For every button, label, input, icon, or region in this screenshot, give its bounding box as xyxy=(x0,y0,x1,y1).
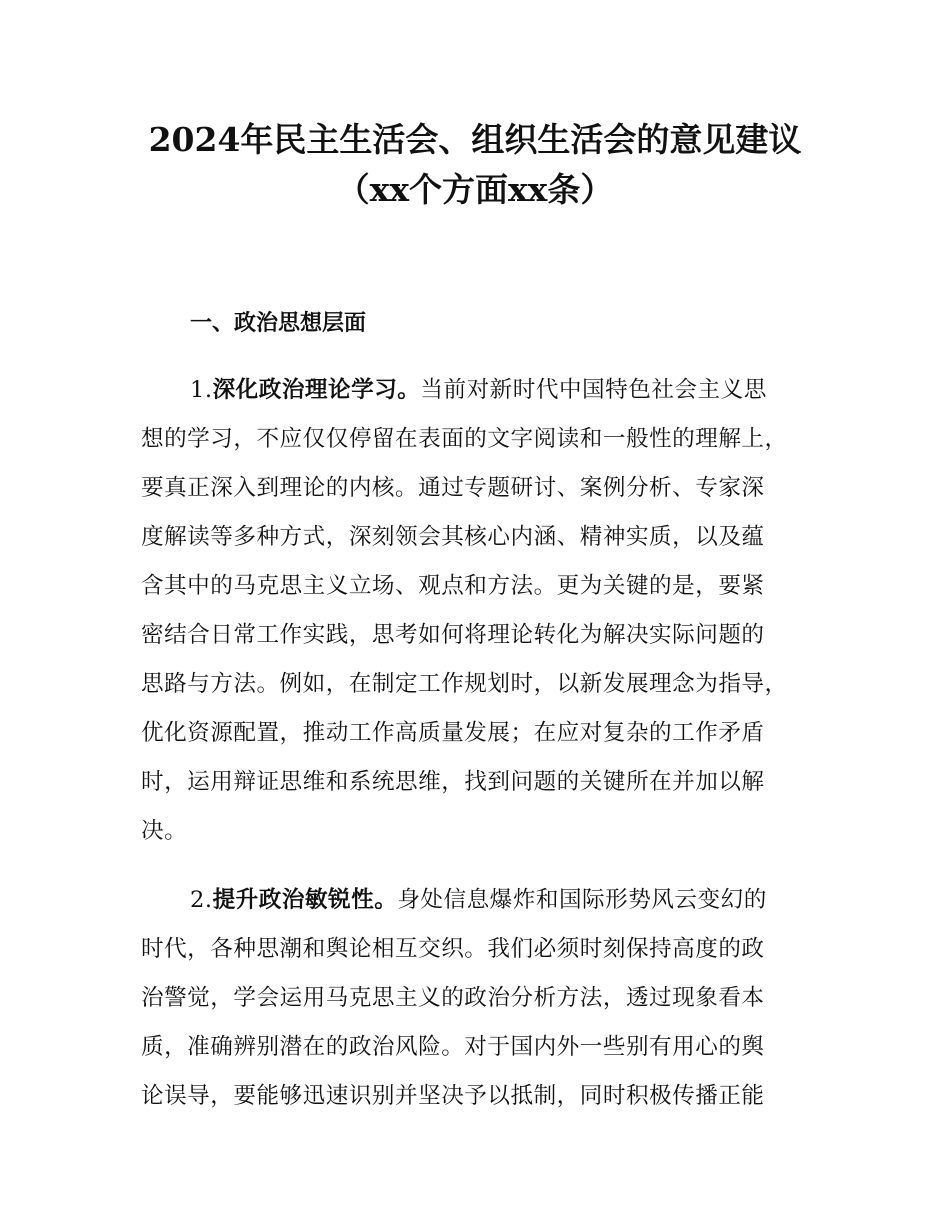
paragraph-line: 要真正深入到理论的内核。通过专题研讨、案例分析、专家深 xyxy=(141,475,765,501)
item-text: 当前对新时代中国特色社会主义思 xyxy=(420,377,767,403)
item-number: 1. xyxy=(190,377,213,403)
item-lead-heading: 提升政治敏锐性。 xyxy=(212,887,398,913)
paragraph-line: 想的学习，不应仅仅停留在表面的文字阅读和一般性的理解上， xyxy=(141,426,788,452)
section-heading: 一、政治思想层面 xyxy=(190,311,367,336)
item-number: 2. xyxy=(190,887,213,913)
paragraph-line: 决。 xyxy=(141,818,188,844)
paragraph-line: 密结合日常工作实践，思考如何将理论转化为解决实际问题的 xyxy=(141,622,765,648)
paragraph-line: 思路与方法。例如，在制定工作规划时，以新发展理念为指导， xyxy=(141,671,788,697)
paragraph-line: 论误导，要能够迅速识别并坚决予以抵制，同时积极传播正能 xyxy=(141,1083,765,1109)
item-text: 身处信息爆炸和国际形势风云变幻的 xyxy=(397,887,767,913)
paragraph-item-1-first-line xyxy=(190,374,870,406)
paragraph-line: 优化资源配置，推动工作高质量发展；在应对复杂的工作矛盾 xyxy=(141,720,765,746)
document-title-line-2: （xx个方面xx条） xyxy=(336,170,614,209)
document-title-line-1: 2024年民主生活会、组织生活会的意见建议 xyxy=(148,120,802,159)
paragraph-line: 质，准确辨别潜在的政治风险。对于国内外一些别有用心的舆 xyxy=(141,1034,765,1060)
paragraph-line: 含其中的马克思主义立场、观点和方法。更为关键的是，要紧 xyxy=(141,573,765,599)
paragraph-line: 时，运用辩证思维和系统思维，找到问题的关键所在并加以解 xyxy=(141,769,765,795)
paragraph-line: 时代，各种思潮和舆论相互交织。我们必须时刻保持高度的政 xyxy=(141,936,765,962)
paragraph-item-2-first-line xyxy=(190,884,870,916)
paragraph-line: 治警觉，学会运用马克思主义的政治分析方法，透过现象看本 xyxy=(141,985,765,1011)
item-lead-heading: 深化政治理论学习。 xyxy=(212,377,421,403)
paragraph-line: 度解读等多种方式，深刻领会其核心内涵、精神实质，以及蕴 xyxy=(141,524,765,550)
